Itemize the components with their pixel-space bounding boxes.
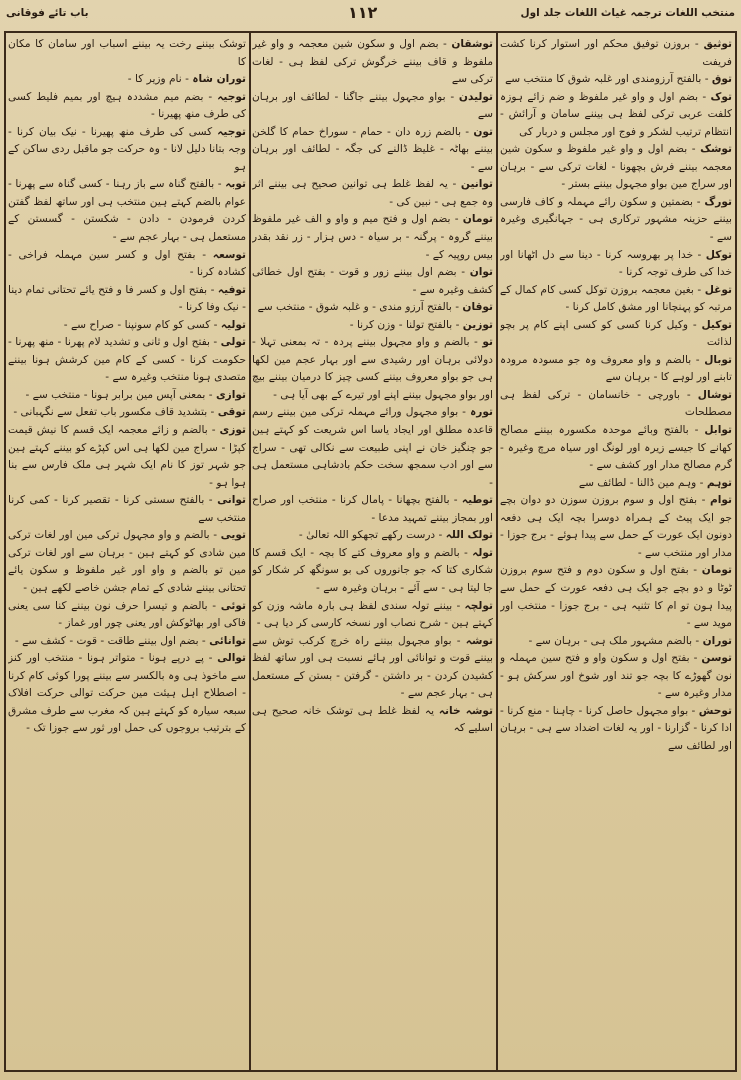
entry-definition: - بالفتح سستی کرنا - تقصیر کرنا - کمی کرنا منتخب سے bbox=[8, 494, 246, 524]
entry-definition: - بالفتح گناہ سے باز رہنا - کسی گناہ سے پھرنا - عوام بالضم کہتے ہین منتخب ہی اور ساتھ لفظ گفتن کردن فرمودن - دادن - شکستن - گسستن کے مستعمل ہی - بہار عجم سے - bbox=[8, 178, 246, 244]
entry-headword: تولیدن bbox=[458, 90, 493, 103]
entry-definition: - بالضم و واو معروف کتے کا بچہ - ایک قسم کا شکاری کتا کہ جو جانوروں کی بو سونگھ کر شکار کو جا لیتا ہی - سے آئے - برہان وغیرہ سے - bbox=[252, 546, 493, 594]
dictionary-entry bbox=[500, 703, 732, 756]
entry-definition: - یہ لفظ غلط ہی توانین صحیح ہی بیننے اثر وہ جمع ہی - نبین کی - bbox=[252, 178, 493, 208]
dictionary-entry bbox=[500, 71, 732, 89]
dictionary-entry bbox=[252, 299, 493, 317]
entry-definition: - باورچی - خانسامان - ترکی لفظ ہی مصطلحات bbox=[500, 388, 732, 419]
dictionary-entry bbox=[500, 562, 732, 632]
entry-headword: توانین bbox=[460, 178, 493, 191]
entry-headword: تولچہ bbox=[464, 599, 493, 612]
entry-headword: توشہ bbox=[465, 634, 493, 647]
dictionary-entry bbox=[8, 527, 246, 597]
entry-definition: - بالفتح بچھانا - پامال کرنا - منتخب اور صراح اور بمجاز بیننے تمہید مدعا - bbox=[252, 494, 493, 524]
entry-headword: توغل bbox=[704, 283, 732, 296]
left-column bbox=[8, 36, 246, 1068]
entry-headword: تومان bbox=[462, 213, 493, 226]
entry-definition: - بواو مجہول بیننے جاگنا - لطائف اور برہان سے bbox=[252, 90, 493, 121]
entry-definition: - بالضم و واو معروف وہ جو مسودہ مرودہ تابنے اور لوہے کا - برہان سے bbox=[500, 353, 732, 384]
entry-headword: توسعہ bbox=[212, 248, 246, 261]
entry-headword: تورہ bbox=[470, 406, 493, 419]
entry-definition: - بالضم و زائے معجمہ ایک قسم کا نیش قیمت کپڑا - سراج مین لکھا ہی اس کپڑے کو بیننے کہتے ہین جو شہر توز کا نام ایک شہر ہی ملک فارس سے بنا ہوا ہو - bbox=[8, 424, 246, 489]
dictionary-entry bbox=[500, 89, 732, 142]
dictionary-entry bbox=[8, 71, 246, 89]
dictionary-entry bbox=[252, 89, 493, 124]
dictionary-entry bbox=[500, 475, 732, 493]
entry-definition: - بفتح اول و سکون دوم و فتح سوم بروزن ٹوٹا و دو بچے جو ایک ہی دفعہ عورت کے حمل سے پیدا ہون تو ام کا تثنیہ ہی - برج جوزا - منتخب اور موید سے - bbox=[500, 564, 732, 630]
entry-definition: - بضم اول بیننے طاقت - قوت - کشف سے - bbox=[14, 634, 206, 647]
entry-headword: توانی bbox=[217, 494, 246, 507]
dictionary-entry bbox=[8, 282, 246, 317]
dictionary-entry bbox=[500, 422, 732, 475]
dictionary-entry bbox=[252, 404, 493, 492]
entry-headword: توفیہ bbox=[217, 283, 246, 296]
entry-definition: - بضم اول و واو غیر ملفوظ و سکون شین معجمہ بیننے فرش بچھونا - لغات ترکی سے - برہان اور سراج مین بواو مجہول بیننے بستر - bbox=[500, 143, 732, 191]
entry-definition: - بضم میم مشددہ ہیچ اور بمیم فلیط کسی کی طرف منھ پھیرنا - bbox=[8, 90, 246, 121]
entry-headword: تو bbox=[482, 336, 493, 349]
entry-headword: توالی bbox=[217, 652, 246, 665]
entry-definition: - خدا پر بھروسہ کرنا - دینا سے دل اٹھانا اور خدا کی طرف توجہ کرنا - bbox=[500, 248, 732, 279]
dictionary-entry bbox=[252, 598, 493, 633]
entry-definition: - بمعنی آپس مین برابر ہونا - منتخب سے - bbox=[25, 388, 213, 401]
entry-definition: - بالفتح تولنا - وزن کرنا - bbox=[349, 318, 460, 331]
dictionary-entry bbox=[252, 545, 493, 598]
entry-headword: توک bbox=[710, 90, 732, 103]
entry-definition: - بالفتح وبائے موحدہ مکسورہ بیننے مصالح کھانے کا جیسے زیرہ اور لونگ اور سیاہ مرچ وغیرہ - گرم مصالح مدار اور کشف سے - bbox=[500, 424, 732, 472]
entry-headword: توشہ خانہ bbox=[438, 704, 493, 717]
entry-definition: - بالفتح آرزو مندی - و غلبہ شوق - منتخب سے bbox=[257, 301, 460, 314]
column-rule-right bbox=[735, 31, 737, 1072]
page-header bbox=[0, 0, 741, 30]
entry-headword: توام bbox=[709, 494, 732, 507]
section-title: باب تائے فوقانی bbox=[6, 7, 89, 19]
dictionary-entry bbox=[8, 247, 246, 282]
entry-definition: - بالضم مشہور ملک ہی - برہان سے - bbox=[528, 634, 700, 647]
entry-headword: توازی bbox=[215, 388, 246, 401]
entry-definition: - بواو مجہول ورائے مہملہ ترکی مین بیننے رسم قاعدہ مطلق اور ایجاد یاسا اس شریعت کو کہتے ہین جو چنگیز خان نے اپنی طبیعت سے نکالی تھی - سراج سے اور ادب سمجھ سخت حکم بادشاہی مستعمل ہی - bbox=[252, 406, 493, 489]
entry-definition: کسی کی طرف منھ پھیرنا - نیک بیان کرنا - وجہ بتانا دلیل لانا - وہ حرکت جو ماقبل ردی ساکن کے ہو bbox=[8, 125, 246, 173]
dictionary-entry bbox=[8, 89, 246, 124]
dictionary-entry bbox=[252, 317, 493, 335]
entry-definition: یہ لفظ غلط ہی توشک خانہ صحیح ہی اسلیے کہ bbox=[252, 704, 493, 735]
entry-headword: تویی bbox=[220, 529, 246, 542]
entry-definition: - بفتح اول و سکون واو و فتح سین مہملہ و نون گھوڑے کا بچہ جو تند اور شوخ اور سرکش ہو - مدار وغیرہ سے - bbox=[500, 652, 732, 700]
top-border bbox=[4, 31, 737, 33]
entry-definition: - بواو مجہول بیننے راہ خرچ کرکب توش سے بیننے قوت و توانائی اور ہائے نسبت ہی اور ساتھ لفظ کشیدن کردن - بر داشتن - گرفتن - بستن کے مستعمل ہی - بہار عجم سے - bbox=[252, 634, 493, 700]
entry-definition: - بضم اول بیننے زور و قوت - بفتح اول خطائی کشف وغیرہ سے - bbox=[252, 266, 493, 296]
book-title: منتخب اللغات ترجمہ غیاث اللغات جلد اول bbox=[520, 7, 735, 19]
entry-headword: توزین bbox=[462, 318, 493, 331]
entry-headword: توشقان bbox=[451, 38, 493, 50]
entry-definition: - بفتح اول و سوم بروزن سوزن دو دوان بچے جو ایک پیٹ کے ہمراہ دوسرا بچہ ایک ہی دفعہ دونون ایک عورت کے حمل سے پیدا ہوئے - برج جوزا - مدار اور منتخب سے - bbox=[500, 494, 732, 559]
entry-definition: - بفتح اول و کسر سین مہملہ فراخی - کشادہ کرنا - bbox=[8, 248, 246, 279]
dictionary-entry bbox=[8, 334, 246, 387]
entry-definition: - بضم اول و فتح میم و واو و الف غیر ملفوظ بیننے گروہ - پرگنہ - بر سیاہ - دس ہزار - زر نقد بقدر بیس روپیہ کے - bbox=[252, 213, 493, 261]
entry-headword: توکل bbox=[705, 248, 732, 261]
entry-definition: - بالضم و واو مجہول ترکی مین اور لغات ترکی مین شادی کو کہتے ہین - برہان سے اور لغات ترکی مین تو بالضم و واو اور غیر ملفوظ و سکون یائے تحتانی بیننے شادی کے تمام جشن خاصے لکھے ہین - bbox=[8, 529, 246, 594]
dictionary-entry bbox=[252, 211, 493, 264]
entry-headword: تولک اللہ bbox=[445, 529, 493, 542]
entry-definition: توشک بیننے رخت یہ بیننے اسباب اور سامان کا مکان کا bbox=[8, 38, 246, 68]
entry-headword: توکیل bbox=[701, 318, 732, 331]
entry-headword: تون bbox=[473, 125, 493, 138]
entry-definition: - بضم اول و واو غیر ملفوظ و ضم زائے ہوزہ کلفت عربی ترکی لفظ ہی بیننے سامان و آرائش - انتظام ترتیب لشکر و فوج اور مجلس و دربار کی bbox=[500, 90, 732, 138]
dictionary-entry bbox=[8, 633, 246, 651]
dictionary-entry bbox=[252, 124, 493, 177]
entry-definition: - بواو مجہول حاصل کرنا - چاہنا - منع کرنا - ادا کرنا - گزارنا - اور یہ لغات اضداد سے ہی - برہان اور لطائف سے bbox=[500, 704, 732, 752]
entry-definition: - بتشدید قاف مکسور باب تفعل سے نگہبانی - bbox=[13, 406, 215, 419]
entry-definition: - بیننے تولہ سندی لفظ ہی بارہ ماشہ وزن کو کہتے ہین - شرح نصاب اور نسخہ کارسی کر دیا ہی - bbox=[252, 599, 493, 630]
entry-headword: توئی bbox=[220, 599, 246, 612]
dictionary-entry bbox=[8, 317, 246, 335]
dictionary-entry bbox=[252, 334, 493, 404]
dictionary-entry bbox=[8, 387, 246, 405]
entry-headword: توزی bbox=[219, 424, 246, 437]
dictionary-entry bbox=[500, 352, 732, 387]
entry-headword: توبال bbox=[704, 353, 732, 366]
entry-headword: تولی bbox=[220, 336, 246, 349]
entry-definition: - بضم اول و سکون شین معجمہ و واو غیر ملفوظ و قاف بیننے خرگوش ترکی لفظ ہی - لغات ترکی سے bbox=[252, 38, 493, 86]
entry-headword: توق bbox=[711, 73, 732, 86]
entry-definition: - بروزن توفیق محکم اور استوار کرنا کشت فریفت bbox=[500, 38, 732, 68]
entry-headword: توران bbox=[702, 634, 732, 647]
entry-headword: توقان bbox=[462, 301, 493, 314]
right-column bbox=[500, 36, 732, 1068]
bottom-border bbox=[4, 1070, 737, 1072]
middle-column bbox=[252, 36, 493, 1068]
column-rule-left bbox=[4, 31, 6, 1072]
entry-headword: توابل bbox=[704, 424, 732, 437]
dictionary-entry bbox=[8, 124, 246, 177]
entry-headword: تورگ bbox=[704, 195, 732, 208]
dictionary-entry bbox=[8, 404, 246, 422]
entry-headword: تولیہ bbox=[220, 318, 246, 331]
entry-headword: توشال bbox=[697, 388, 732, 401]
column-rule bbox=[249, 31, 251, 1072]
entry-headword: توان bbox=[469, 266, 493, 279]
entry-definition: - نام وزیر کا - bbox=[127, 73, 189, 86]
entry-headword: توبہ bbox=[225, 178, 246, 191]
dictionary-entry bbox=[500, 141, 732, 194]
page-number: ۱۱۲ bbox=[348, 3, 378, 22]
dictionary-entry bbox=[252, 527, 493, 545]
entry-headword: توجیہ bbox=[217, 90, 246, 103]
dictionary-entry bbox=[8, 492, 246, 527]
dictionary-entry bbox=[500, 282, 732, 317]
dictionary-entry bbox=[252, 176, 493, 211]
entry-definition: - وہم مین ڈالنا - لطائف سے bbox=[578, 476, 704, 489]
dictionary-entry bbox=[8, 650, 246, 738]
dictionary-entry bbox=[500, 492, 732, 562]
entry-headword: توقی bbox=[217, 406, 246, 419]
dictionary-entry bbox=[500, 247, 732, 282]
dictionary-entry bbox=[500, 194, 732, 247]
dictionary-entry bbox=[8, 422, 246, 492]
dictionary-entry bbox=[252, 264, 493, 299]
entry-definition: - بالضم زرہ دان - حمام - سوراخ حمام کا گلخن بیننے بھاٹہ - غلیظ ڈالنے کی جگہ - لطائف اور برہان سے - bbox=[252, 125, 493, 173]
entry-definition: - بفتح اول و کسر فا و فتح یائے تحتانی تمام دینا - نیک وفا کرنا - bbox=[8, 283, 246, 314]
entry-definition: - بالفتح آرزومندی اور غلبہ شوق کا منتخب سے bbox=[505, 73, 709, 86]
entry-headword: توطیہ bbox=[461, 494, 493, 507]
entry-headword: توہم bbox=[706, 476, 732, 489]
dictionary-entry bbox=[252, 703, 493, 738]
entry-headword: تولہ bbox=[472, 546, 493, 559]
entry-definition: - درست رکھے تجھکو اللہ تعالیٰ - bbox=[298, 529, 443, 542]
entry-definition: - بضمتین و سکون رائے مہملہ و کاف فارسی بیننے حزینہ مشہور ترکاری ہی - جہانگیری وغیرہ سے - bbox=[500, 195, 732, 244]
dictionary-entry bbox=[8, 36, 246, 71]
dictionary-entry bbox=[500, 633, 732, 651]
entry-definition: - وکیل کرنا کسی کو کسی اپنے کام پر بچو لذائت bbox=[500, 318, 732, 349]
entry-headword: توشک bbox=[700, 143, 732, 156]
entry-headword: تومان bbox=[701, 564, 732, 577]
dictionary-entry bbox=[500, 650, 732, 703]
entry-headword: توسن bbox=[701, 652, 732, 665]
entry-headword: توحش bbox=[698, 704, 732, 717]
entry-headword: توانائی bbox=[209, 634, 246, 647]
dictionary-entry bbox=[500, 36, 732, 71]
entry-headword: توثیق bbox=[703, 38, 732, 50]
entry-definition: - بغین معجمہ بروزن توکل کسی کام کمال کے مرتبہ کو پہنچانا اور مشق کامل کرنا - bbox=[500, 283, 732, 314]
entry-headword: توران شاہ bbox=[192, 73, 246, 86]
dictionary-entry bbox=[252, 36, 493, 89]
dictionary-entry bbox=[8, 598, 246, 633]
dictionary-entry bbox=[500, 317, 732, 352]
entry-definition: - بفتح اول و ثانی و تشدید لام پھرنا - منھ پھرنا - حکومت کرنا - کسی کے کام مین کرشش ہونا بیننے متصدی ہونا منتخب وغیرہ سے - bbox=[8, 336, 246, 384]
entry-definition: - بالضم و واو مجہول بیننے پردہ - تہ بمعنی تہلا - دولائی برہان اور رشیدی سے اور بہار عجم مین لکھا ہی جو بواو معروف بیننے کسی چیز کا درمیان بیننے بیچ اور بواو مجہول بیننے اپنے اور تیرے کے بھی آیا ہی - bbox=[252, 336, 493, 401]
entry-headword: توجیہ bbox=[217, 125, 246, 138]
dictionary-entry bbox=[252, 633, 493, 703]
dictionary-entry bbox=[8, 176, 246, 246]
entry-definition: - بالضم و تیسرا حرف نون بیننے کنا سی یعنی فاکی اور بھاٹوکش اور یعنی چور اور غماز - bbox=[8, 599, 246, 630]
entry-definition: - کسی کو کام سونپنا - صراح سے - bbox=[63, 318, 218, 331]
entry-definition: - پے درپے ہونا - متواتر ہونا - منتخب اور کنز سے ماخوذ ہی وہ بالکسر سے بیننے پورا کوئی کام کرنا - اصطلاح اہل ہیئت مین حرکت توالی حرکت افلاک سبعہ سیارہ کو کہتے ہین کہ مغرب سے طرف مشرق کے بترتیب بروجوں کی حمل اور ثور سے جوزا تک - bbox=[8, 652, 246, 735]
column-rule bbox=[496, 31, 498, 1072]
dictionary-entry bbox=[252, 492, 493, 527]
dictionary-entry bbox=[500, 387, 732, 422]
